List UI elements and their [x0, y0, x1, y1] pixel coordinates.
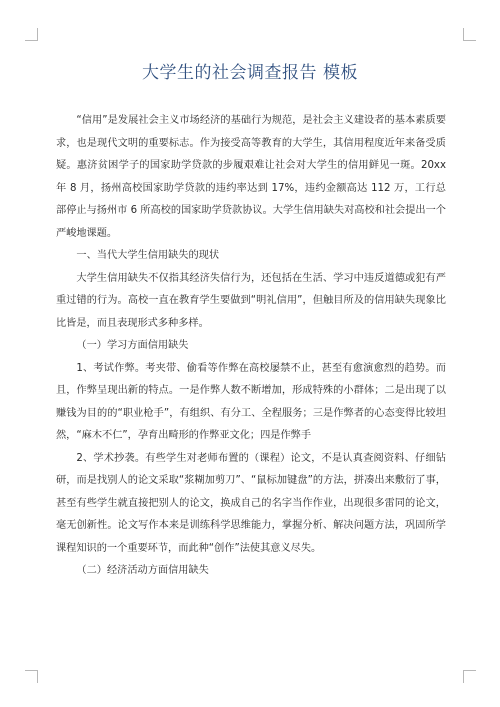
crop-mark-top-right	[463, 28, 476, 41]
paragraph-plagiarism: 2、学术抄袭。有些学生对老师布置的（课程）论文，不是认真查阅资料、仔细钻研，而是找别人的论文采取“浆糊加剪刀”、“鼠标加键盘”的方法，拼凑出来敷衍了事，甚至有些学生就直接把别人的论文，换成自己的名字当作作业，出现很多雷同的论文，毫无创新性。论文写作本来是训练科学思维能力，掌握分析、解决问题方法，巩固所学课程知识的一个重要环节，而此种“创作”法使其意义尽失。	[56, 452, 446, 554]
crop-mark-bottom-left	[25, 670, 38, 683]
subsection-heading-economic: （二）经济活动方面信用缺失	[76, 565, 209, 576]
paragraph-intro: “信用”是发展社会主义市场经济的基础行为规范，是社会主义建设者的基本素质要求，也是现代文明的重要标志。作为接受高等教育的大学生，其信用程度近年来备受质疑。惠济贫困学子的国家助学贷款的步履艰难让社会对大学生的信用鲜见一斑。20xx 年 8 月，扬州高校国家助学贷款的违约率达到 17%，违约金额高达 112 万，工行总部停止与扬州市 6 所高校的国家助学贷款协议。大学生信用缺失对高校和社会提出一个严峻地课题。	[56, 115, 446, 239]
document-body	[56, 110, 446, 583]
paragraph-exam-cheating: 1、考试作弊。考夹带、偷看等作弊在高校屡禁不止，甚至有愈演愈烈的趋势。而且，作弊呈现出新的特点。一是作弊人数不断增加，形成特殊的小群体；二是出现了以赚钱为目的的“职业枪手”，有组织、有分工、全程服务；三是作弊者的心态变得比较坦然，“麻木不仁”，孕育出畸形的作弊亚文化；四是作弊手	[56, 362, 446, 441]
paragraph-section-1: 大学生信用缺失不仅指其经济失信行为，还包括在生活、学习中违反道德或犯有严重过错的行为。高校一直在教育学生要做到“明礼信用”，但触目所及的信用缺失现象比比皆是，而且表现形式多种多样。	[56, 272, 446, 329]
section-heading-1: 一、当代大学生信用缺失的现状	[76, 250, 220, 261]
crop-mark-top-left	[25, 28, 38, 41]
document-title: 大学生的社会调查报告 模板	[142, 63, 358, 83]
crop-mark-bottom-right	[463, 670, 476, 683]
subsection-heading-study: （一）学习方面信用缺失	[76, 340, 189, 351]
